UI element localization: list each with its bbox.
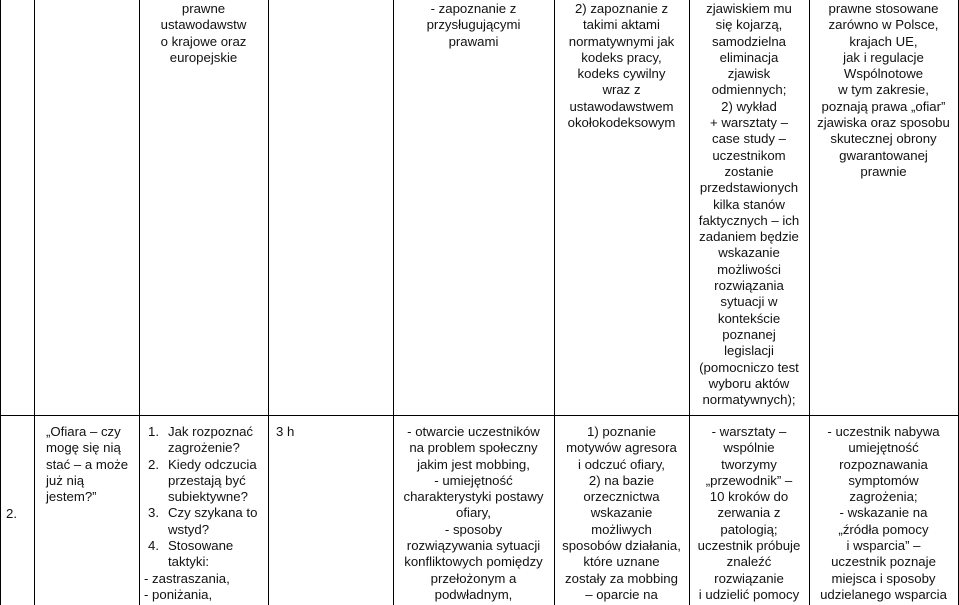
text-line: odmiennych;	[711, 82, 787, 98]
text-line: możliwości	[717, 261, 781, 277]
text-line: gwarantowanej	[839, 147, 928, 163]
text-line: - uczestnik nabywa	[827, 424, 940, 439]
text-line: przysługującymi	[426, 17, 521, 33]
row2-col-e	[554, 424, 689, 603]
text-line: zostanie	[724, 163, 774, 179]
text-line: taktyki:	[168, 554, 210, 570]
text-line: krajach UE,	[849, 33, 918, 49]
text-line: normatywnych);	[702, 392, 796, 408]
text-line: poznanej	[722, 326, 776, 342]
text-line: orzecznictwa	[583, 489, 660, 505]
text-line: + warsztaty –	[709, 115, 789, 131]
text-line: ofiary,	[456, 505, 491, 521]
text-line: 2) zapoznanie z	[574, 1, 669, 16]
text-line: wyboru aktów	[708, 375, 790, 391]
text-line: stać – a może	[46, 456, 129, 472]
text-line: przedstawionych	[699, 180, 799, 196]
text-line: i udzielić pomocy	[698, 586, 800, 602]
text-line: charakterystyki postawy	[403, 489, 544, 505]
row-number: 2.	[6, 506, 17, 521]
text-line: prawami	[448, 33, 499, 49]
text-line: rozwiązywania sytuacji	[406, 538, 541, 554]
text-line: - otwarcie uczestników	[407, 424, 540, 439]
text-line: rozwiązanie	[714, 570, 784, 586]
text-line: przełożonym a	[430, 570, 517, 586]
row2-number	[6, 506, 34, 522]
text-line: (pomocniczo test	[699, 359, 799, 375]
text-line: - zapoznanie z	[430, 1, 517, 16]
text-line: - zastraszania,	[144, 570, 230, 586]
text-line: i odczuć ofiary,	[578, 456, 665, 472]
text-line: case study –	[711, 131, 787, 147]
text-line: rozwiązania	[714, 278, 784, 294]
row2-hours	[276, 424, 386, 440]
text-line: miejsca i sposoby	[831, 570, 936, 586]
list-number: 2.	[148, 456, 159, 472]
text-line: na problem społeczny	[409, 440, 538, 456]
question-item	[144, 505, 268, 538]
question-item	[144, 457, 268, 506]
text-line: europejskie	[169, 49, 238, 65]
text-line: kontekście	[717, 310, 781, 326]
text-line: uczestnik poznaje	[831, 554, 936, 570]
text-line: wskazanie	[718, 245, 780, 261]
text-line: zostały za mobbing	[565, 570, 678, 586]
text-line: skutecznej obrony	[830, 131, 937, 147]
text-line: zagrożenia;	[849, 489, 918, 505]
text-line: Wspólnotowe	[843, 66, 924, 82]
text-line: 2) na bazie	[588, 472, 655, 488]
text-line: eliminacja	[719, 49, 779, 65]
row1-col-g	[809, 1, 958, 180]
row1-col-d	[393, 1, 554, 50]
text-line: faktycznych – ich	[698, 212, 800, 228]
text-line: - sposoby	[444, 521, 503, 537]
text-line: wraz z	[602, 82, 641, 98]
row2-col-g	[809, 424, 958, 603]
text-line: 2) wykład	[721, 98, 777, 114]
text-line: przestają być	[168, 472, 246, 488]
text-line: 1) poznanie	[587, 424, 656, 439]
text-line: patologią;	[720, 521, 778, 537]
text-line: - wskazanie na	[839, 505, 928, 521]
text-line: 10 kroków do	[709, 489, 789, 505]
text-line: wspólnie	[723, 440, 775, 456]
text-line: zjawiska oraz sposobu	[817, 115, 950, 131]
text-line: jestem?”	[46, 489, 97, 505]
text-line: poznają prawa „ofiar”	[821, 98, 946, 114]
list-number: 4.	[148, 538, 159, 554]
text-line: o krajowe oraz	[160, 33, 247, 49]
text-line: prawnie	[860, 163, 907, 179]
text-line: kodeks pracy,	[581, 49, 662, 65]
text-line: zjawisk	[727, 66, 771, 82]
text-line: „przewodnik” –	[705, 472, 793, 488]
row2-col-d	[393, 424, 554, 603]
text-line: - umiejętność	[434, 472, 513, 488]
text-line: mogę się nią	[46, 440, 121, 456]
table-border	[0, 0, 1, 605]
text-line: podwładnym,	[434, 586, 513, 602]
text-line: się kojarzą,	[715, 17, 783, 33]
text-line: „źródła pomocy	[838, 521, 929, 537]
text-line: - warsztaty –	[711, 424, 787, 439]
text-line: udzielanego wsparcia	[820, 586, 947, 602]
row1-col-b	[139, 1, 268, 66]
text-line: kodeks cywilny	[577, 66, 666, 82]
text-line: znaleźć	[726, 554, 772, 570]
text-line: okołokodeksowym	[567, 115, 676, 131]
text-line: zerwania z	[717, 505, 781, 521]
question-item	[144, 424, 268, 457]
table-border	[139, 0, 140, 605]
text-line: ustawodawstwem	[569, 98, 674, 114]
text-line: zadaniem będzie	[699, 229, 799, 245]
table-border	[34, 0, 35, 605]
text-line: symptomów	[848, 472, 919, 488]
text-line: konfliktowych pomiędzy	[404, 554, 543, 570]
hours-value: 3 h	[276, 424, 295, 439]
text-line: uczestnik próbuje	[697, 538, 801, 554]
text-line: Stosowane	[168, 538, 234, 554]
text-line: już nią	[46, 472, 85, 488]
list-number: 3.	[148, 505, 159, 521]
text-line: subiektywne?	[168, 489, 248, 505]
text-line: takimi aktami	[583, 17, 660, 33]
list-number: 1.	[148, 424, 159, 439]
text-line: – oparcie na	[585, 586, 658, 602]
text-line: w tym zakresie,	[838, 82, 929, 98]
text-line: jak i regulacje	[843, 49, 924, 65]
text-line: normatywnymi jak	[568, 33, 675, 49]
text-line: możliwych	[591, 521, 652, 537]
question-item	[144, 538, 268, 571]
text-line: zarówno w Polsce,	[828, 17, 939, 33]
text-line: Czy szykana to	[168, 505, 258, 521]
row2-col-f	[689, 424, 809, 603]
text-line: prawne	[181, 1, 226, 16]
questions-list	[144, 424, 268, 571]
text-line: ustawodawstw	[160, 17, 247, 33]
text-line: wstyd?	[168, 521, 210, 537]
row2-questions	[144, 424, 268, 603]
row-divider	[0, 415, 959, 416]
text-line: sytuacji w	[720, 294, 778, 310]
text-line: Jak rozpoznać	[168, 424, 254, 439]
text-line: umiejętność	[848, 440, 919, 456]
text-line: prawne stosowane	[828, 1, 939, 16]
text-line: tworzymy	[721, 456, 777, 472]
text-line: „Ofiara – czy	[46, 424, 121, 439]
text-line: uczestnikom	[712, 147, 786, 163]
text-line: Kiedy odczucia	[168, 456, 257, 472]
text-line: kilka stanów	[713, 196, 785, 212]
text-line: wskazanie	[590, 505, 653, 521]
text-line: jakim jest mobbing,	[417, 456, 530, 472]
text-line: zjawiskiem mu	[706, 1, 792, 16]
row1-col-e	[554, 1, 689, 131]
text-line: samodzielna	[711, 33, 787, 49]
text-line: które uznane	[583, 554, 660, 570]
text-line: sposobów działania,	[562, 538, 681, 554]
text-line: motywów agresora	[566, 440, 677, 456]
table-border	[268, 0, 269, 605]
text-line: zagrożenie?	[168, 440, 240, 456]
row1-col-f	[689, 1, 809, 408]
row2-topic	[46, 424, 135, 505]
text-line: legislacji	[724, 343, 774, 359]
text-line: i wsparcia” –	[846, 538, 921, 554]
text-line: - poniżania,	[144, 586, 213, 602]
text-line: rozpoznawania	[839, 456, 928, 472]
